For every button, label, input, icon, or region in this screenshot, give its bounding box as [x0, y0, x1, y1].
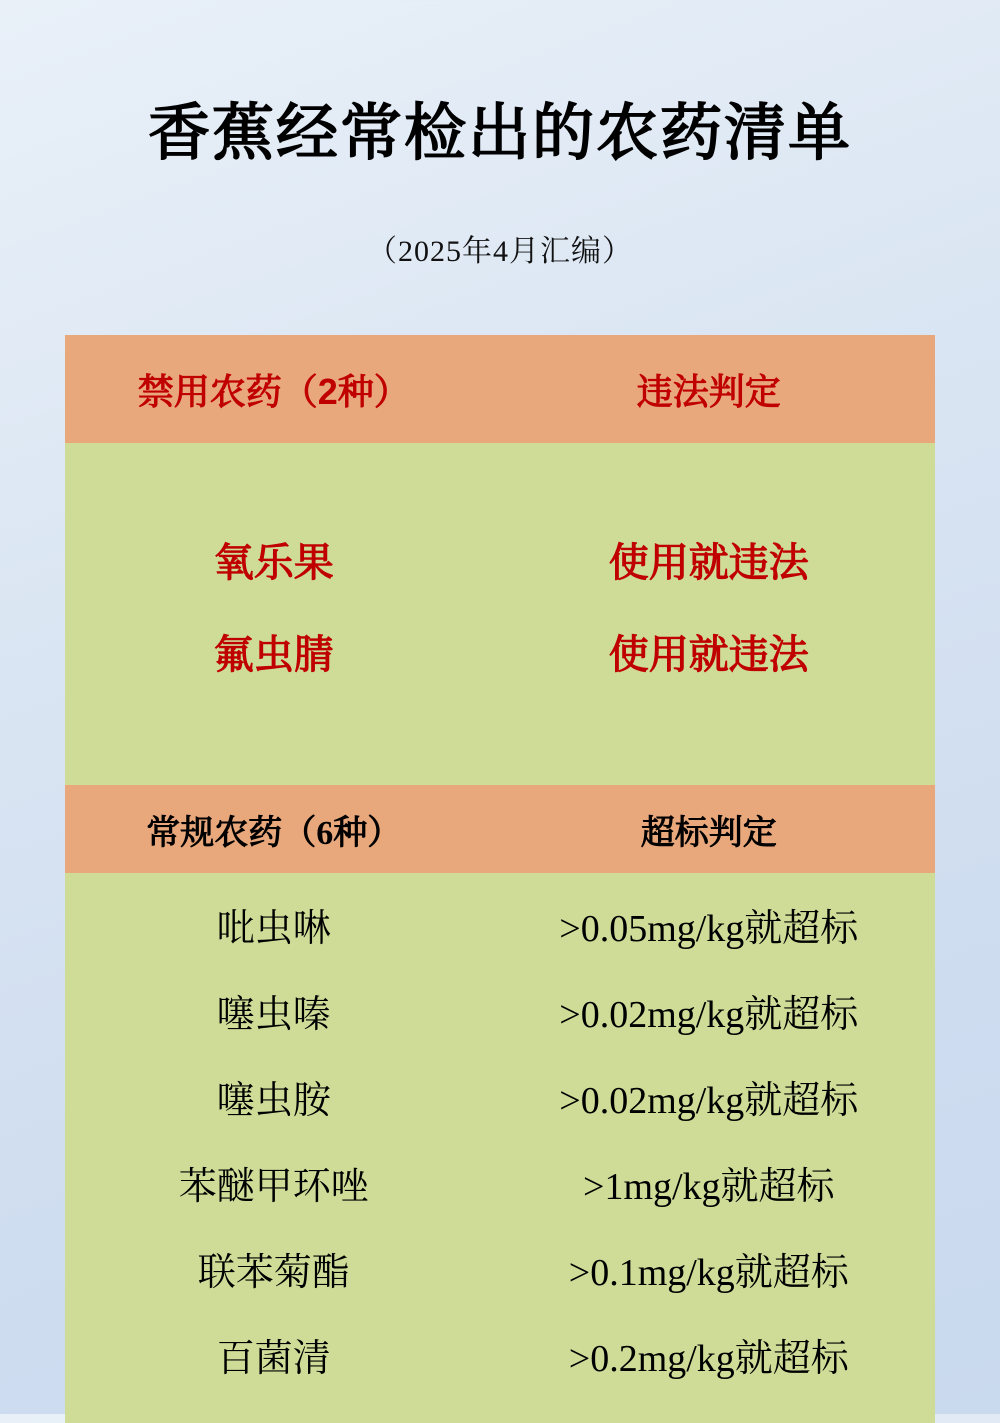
regular-section-body: [65, 873, 935, 1423]
banned-pesticide-name: 氧乐果: [213, 540, 334, 585]
table-row: [65, 1311, 935, 1397]
regular-pesticide-verdict: >0.02mg/kg就超标: [559, 1079, 859, 1122]
regular-pesticide-verdict: >0.1mg/kg就超标: [568, 1251, 849, 1294]
regular-pesticide-verdict: >1mg/kg就超标: [583, 1165, 835, 1208]
regular-pesticide-name: 联苯菊酯: [197, 1251, 350, 1294]
table-row: [65, 1139, 935, 1225]
regular-pesticide-name: 噻虫嗪: [216, 993, 331, 1036]
table-row: [65, 881, 935, 967]
regular-pesticide-name: 噻虫胺: [216, 1079, 331, 1122]
banned-header-name: 禁用农药（2种）: [137, 370, 410, 412]
regular-header-name: 常规农药（6种）: [146, 814, 402, 852]
regular-pesticide-name: 吡虫啉: [216, 907, 331, 950]
table-row: [65, 513, 935, 605]
regular-header-verdict: 超标判定: [640, 814, 777, 852]
table-row: [65, 1053, 935, 1139]
regular-pesticide-verdict: >0.2mg/kg就超标: [568, 1337, 849, 1380]
banned-header-verdict: 违法判定: [636, 370, 781, 412]
table-row: [65, 605, 935, 697]
page-title: 香蕉经常检出的农药清单: [147, 99, 852, 168]
banned-section-body: [65, 443, 935, 785]
page-subtitle: （2025年4月汇编）: [367, 235, 633, 269]
banned-pesticide-name: 氟虫腈: [213, 632, 334, 677]
banned-pesticide-verdict: 使用就违法: [608, 632, 809, 677]
table-row: [65, 967, 935, 1053]
pesticide-table: [65, 335, 935, 1423]
regular-pesticide-verdict: >0.05mg/kg就超标: [559, 907, 859, 950]
regular-pesticide-name: 苯醚甲环唑: [178, 1165, 369, 1208]
banned-section-header: [65, 335, 935, 443]
table-row: [65, 1225, 935, 1311]
regular-pesticide-name: 百菌清: [216, 1337, 331, 1380]
regular-section-header: [65, 785, 935, 873]
banned-pesticide-verdict: 使用就违法: [608, 540, 809, 585]
regular-pesticide-verdict: >0.02mg/kg就超标: [559, 993, 859, 1036]
